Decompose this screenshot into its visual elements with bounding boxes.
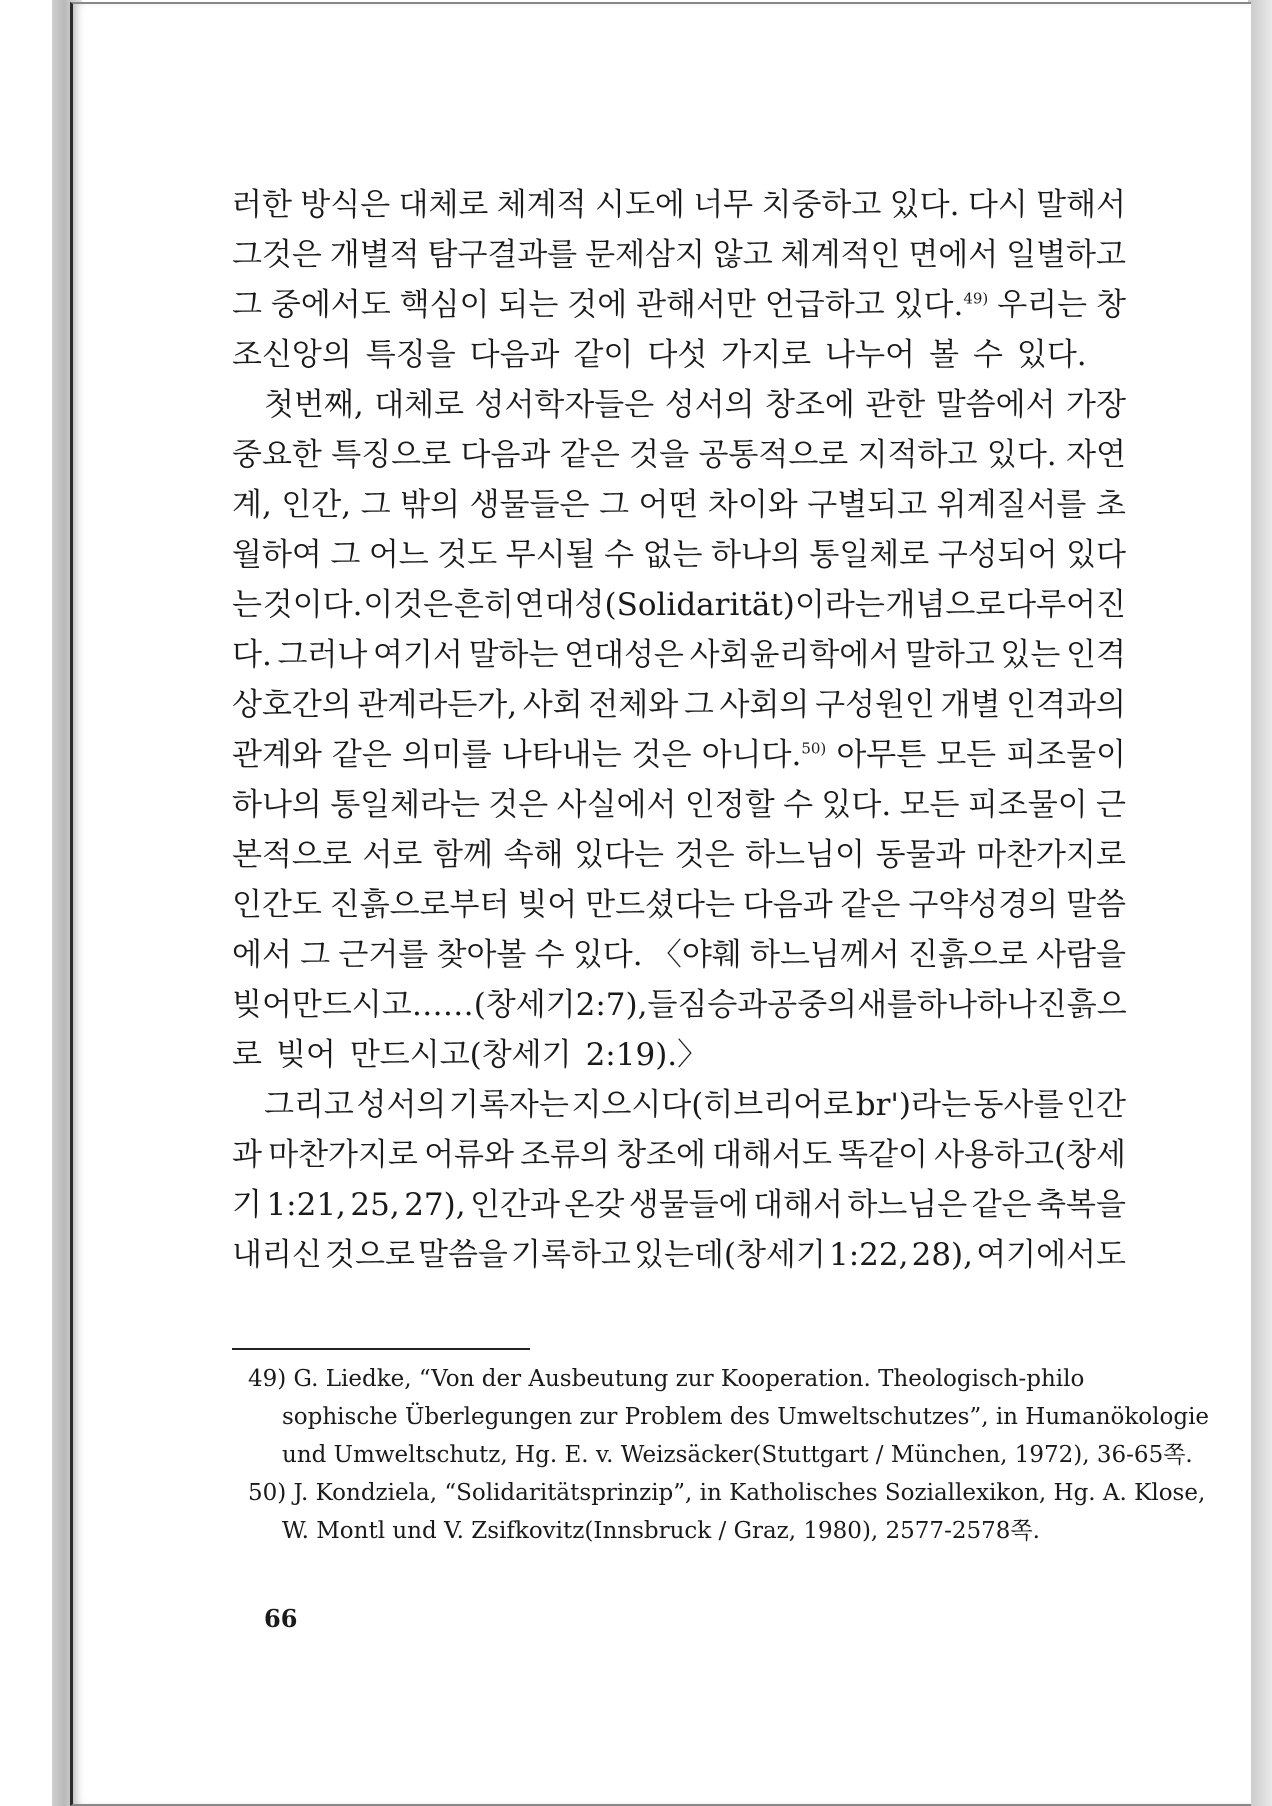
word: 특징을 [365,337,456,373]
word: 탐구결과를 [427,237,578,273]
word: 여기서 [373,637,463,673]
text-line-with-note-50 [232,730,1126,780]
word: 창 [1095,287,1126,323]
word: 인간 [1066,1087,1126,1123]
word: 그 [598,487,629,523]
word: 말씀을 [418,1237,508,1273]
word: 다. [232,637,272,673]
word: 이것은 [363,587,454,623]
text-line [232,430,1126,480]
text-line [232,230,1126,280]
word: 무시될 [505,537,596,573]
word: 말씀 [1066,887,1126,923]
text-line [232,630,1126,680]
word: 사실에서 [556,787,677,823]
footnote-ref: 49) [963,289,989,308]
word: 피조물이 [1006,737,1126,773]
word: 아무튼 [836,737,927,773]
text-line [232,480,1126,530]
word: 시도에 [595,187,685,223]
word: 같은 [559,437,620,473]
text-line [232,580,1126,630]
word: 2:19).〉 [585,1037,709,1073]
word: 말하는 [468,637,559,673]
word: 함께 [433,837,493,873]
word: 우리는 [997,287,1088,323]
text-line [232,1180,1126,1230]
word: 들짐승과 [647,987,768,1023]
word: 어류와 [424,1137,514,1173]
word: 는 [232,587,262,623]
word: 핵심이 [399,287,490,323]
word: 대해서 [753,1187,843,1223]
footnote-line: sophische Überlegungen zur Problem des Umweltschutzes”, in Humanökologie [282,1404,1210,1430]
word: 빚어 [232,987,292,1023]
word: 상호간의 [232,687,352,723]
word: 것은 [631,737,692,773]
word: 생물들에 [628,1187,749,1223]
word: 있다. [889,187,960,223]
word: 전체와 [588,687,679,723]
footnote-line: W. Montl und V. Zsifkovitz(Innsbruck / Graz, 1980), 2577-2578쪽. [282,1518,1040,1544]
text-line [232,680,1126,730]
word: 되는 [498,287,559,323]
word: 그러나 [277,637,368,673]
word: 차이와 [707,487,798,523]
word: 구별되고 [807,487,928,523]
word: 서로 [362,837,423,873]
word: 너무 [693,187,754,223]
word: 조류의 [520,1137,610,1173]
word: 일별하고 [1006,237,1126,273]
word: 체계적 [496,187,587,223]
text-line [232,1130,1126,1180]
word: 있다. [821,787,892,823]
word: 대체로 [398,187,489,223]
word: 성서의 [664,387,755,423]
word: 있는 [1000,637,1061,673]
word: 가장 [1066,387,1126,423]
word: 관계와 [232,737,322,773]
word: 말하고 [904,637,995,673]
word: 볼 [928,337,959,373]
word: 것도 [437,537,498,573]
word: 것을 [629,437,690,473]
word: 연대성은 [564,637,684,673]
word: 문제삼지 [585,237,705,273]
word: 기록하고 [511,1237,631,1273]
word: 것은 [488,787,549,823]
word: 않고 [712,237,773,273]
text-line-with-note-49 [232,280,1126,330]
word: 조신앙의 [232,337,352,373]
text-line [232,880,1126,930]
word: 다음과 [742,887,833,923]
word: 사회 [522,687,583,723]
word: 온갖 [564,1187,625,1223]
word: 인정할 [684,787,775,823]
page-right-edge [1248,0,1272,1806]
page-number: 66 [264,1604,298,1633]
word: 구성원인 [815,687,935,723]
text-line [232,830,1126,880]
word: 첫번째, [264,387,364,423]
word: 구약성경의 [908,887,1059,923]
word: 수 [604,537,635,573]
word: 있다. [1016,337,1087,373]
word: 언급하고 [764,287,885,323]
word: 같은 [971,1187,1032,1223]
word: 그것은 [232,237,322,273]
word: 초 [1095,487,1126,523]
word: 의미를 [401,737,492,773]
word: 인간, [281,487,352,523]
word: 것에 [567,287,628,323]
text-line [232,180,1126,230]
word: 진흙으 [1036,987,1127,1023]
word: 1:21, [266,1187,346,1223]
word: 있다. [986,437,1057,473]
text-line [232,980,1126,1030]
footnote-rule [232,1348,530,1350]
word: 수 [972,337,1003,373]
word: 면에서 [908,237,999,273]
word: 새를 [857,987,918,1023]
word: 사용하고(창세 [934,1137,1126,1173]
text-line [232,1080,1126,1130]
word: 구성되어 [937,537,1058,573]
word: 같은 [331,737,392,773]
word: 생물들은 [469,487,590,523]
word: 축복을 [1036,1187,1126,1223]
word: 근 [1096,787,1126,823]
word: 자연 [1066,437,1126,473]
word: 위계질서를 [936,487,1087,523]
word: 있다.$^{49)}$ [893,287,989,323]
word: 기 [232,1187,262,1223]
word: 수 [534,937,565,973]
word: 27), [404,1187,466,1223]
word: 다음과 [469,337,560,373]
text-line [232,330,1126,380]
word: 관계라든가, [357,687,518,723]
word: 있다 [1066,537,1126,573]
word: 만드시고……(창세기 [291,987,576,1023]
footnote-ref: 50) [801,739,827,758]
word: 속해 [503,837,564,873]
word: 그 [300,937,331,973]
word: 과 [232,1137,262,1173]
word: 진흙으로부터 [329,887,510,923]
word: 하느님이 [745,837,865,873]
word: 계, [232,487,272,523]
word: 다루어진 [1006,587,1126,623]
word: 연대성(Solidarität)이라는 [514,587,885,623]
word: 그 [360,487,391,523]
word: 〈야훼 [650,937,742,973]
word: 빚어 [517,887,578,923]
word: 공중의 [767,987,858,1023]
word: 기록자는 [449,1087,569,1123]
word: 지으시다(히브리어로 [571,1087,854,1123]
word: br')라는 [855,1087,971,1123]
word: 하나의 [711,537,801,573]
word: 같이 [573,337,634,373]
word: 그리고 [264,1087,354,1123]
word: 하나하나 [917,987,1037,1023]
word: 에서 [232,937,292,973]
word: 흔히 [453,587,514,623]
word: 모든 [936,737,997,773]
word: 것으로 [325,1237,415,1273]
word: 있는데(창세기 [634,1237,826,1273]
word: 것은 [674,837,735,873]
text-line [232,1230,1126,1280]
word: 체계적인 [780,237,901,273]
word: 똑같이 [838,1137,928,1173]
word: 동물과 [875,837,966,873]
text-line [232,930,1126,980]
footnote-line: 49) G. Liedke, “Von der Ausbeutung zur Kooperation. Theologisch-philo [248,1366,1085,1392]
word: 개별 [940,687,1001,723]
word: 중요한 [232,437,322,473]
word: 같은 [840,887,901,923]
word: 창조에 [616,1137,706,1173]
word: 있다는 [574,837,664,873]
word: 말씀에서 [935,387,1056,423]
word: 지적하고 [857,437,978,473]
footnotes [248,1360,1210,1550]
word: 만드셨다는 [585,887,735,923]
word: 밖의 [400,487,461,523]
word: 있다. [572,937,643,973]
word: 나누어 [825,337,915,373]
word: 치중하고 [761,187,882,223]
word: 하나의 [232,787,322,823]
word: 하느님은 [847,1187,968,1223]
word: 성서학자들은 [474,387,655,423]
word: 여기에서도 [976,1237,1126,1273]
word: 사회의 [719,687,810,723]
word: 통일체로 [809,537,930,573]
word: 관한 [865,387,926,423]
word: 중에서도 [270,287,391,323]
word: 사회윤리학에서 [689,637,900,673]
word: 본적으로 [232,837,352,873]
word: 피조물이 [967,787,1088,823]
word: 근거를 [338,937,429,973]
word: 진흙으로 [908,937,1028,973]
word: 방식은 [300,187,391,223]
word: 어느 [368,537,429,573]
word: 통일체라는 [330,787,480,823]
text-line [232,1030,1126,1080]
word: 빚어 [275,1037,336,1073]
word: 동사를 [973,1087,1064,1123]
body-text [232,180,1126,1280]
word: 만드시고(창세기 [349,1037,572,1073]
word: 가지로 [721,337,812,373]
footnote-line: 50) J. Kondziela, “Solidaritätsprinzip”, in Katholisches Soziallexikon, Hg. A. Klose, [248,1480,1206,1506]
word: 대해서도 [712,1137,832,1173]
text-line [232,530,1126,580]
word: 대체로 [374,387,465,423]
word: 것이다. [262,587,363,623]
word: 월하여 [232,537,322,573]
word: 공통적으로 [698,437,849,473]
word: 그 [232,287,262,323]
word: 창조에 [765,387,855,423]
word: 2:7), [575,987,648,1023]
word: 로 [232,1037,262,1073]
word: 아니다.$^{50)}$ [701,737,827,773]
word: 러한 [232,187,292,223]
word: 다섯 [647,337,708,373]
word: 25, [350,1187,400,1223]
word: 내리신 [232,1237,322,1273]
word: 마찬가지로 [268,1137,418,1173]
word: 관해서만 [636,287,756,323]
word: 인간도 [232,887,322,923]
word: 마찬가지로 [976,837,1126,873]
word: 1:22, [828,1237,909,1273]
word: 특징으로 [331,437,452,473]
word: 하느님께서 [750,937,900,973]
word: 사람을 [1036,937,1126,973]
text-line [232,380,1126,430]
word: 나타내는 [501,737,622,773]
word: 찾아볼 [436,937,527,973]
footnote-line: und Umweltschutz, Hg. E. v. Weizsäcker(Stuttgart / München, 1972), 36-65쪽. [282,1442,1193,1468]
word: 그 [683,687,714,723]
word: 수 [783,787,814,823]
footnote-49 [248,1360,1210,1474]
word: 28), [911,1237,974,1273]
word: 모든 [899,787,960,823]
word: 인격 [1066,637,1126,673]
word: 없는 [642,537,703,573]
word: 개념으로 [885,587,1006,623]
footnote-50 [248,1474,1206,1550]
text-line [232,780,1126,830]
word: 인격과의 [1006,687,1126,723]
word: 인간과 [470,1187,560,1223]
word: 그 [330,537,361,573]
word: 다음과 [460,437,551,473]
word: 성서의 [356,1087,447,1123]
word: 말해서 [1036,187,1126,223]
word: 다시 [967,187,1028,223]
word: 어떤 [638,487,699,523]
word: 개별적 [329,237,420,273]
